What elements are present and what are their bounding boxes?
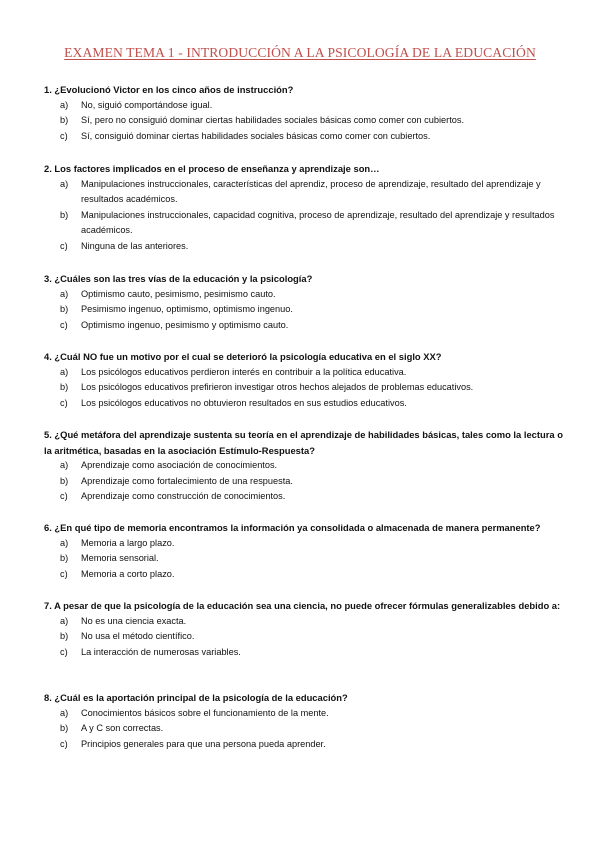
option-text: Principios generales para que una persona pueda aprender. xyxy=(81,738,326,749)
question-2 xyxy=(44,161,564,255)
question-1 xyxy=(44,82,564,144)
option-letter: c) xyxy=(60,397,68,408)
option-text: No es una ciencia exacta. xyxy=(81,615,187,626)
option-text: A y C son correctas. xyxy=(81,723,164,734)
option-text: No usa el método científico. xyxy=(81,631,195,642)
option-letter: b) xyxy=(60,631,69,642)
option-letter: a) xyxy=(60,707,69,718)
option-text: Los psicólogos educativos perdieron interés en contribuir a la política educativa. xyxy=(81,366,407,377)
option-c xyxy=(44,737,564,753)
option-c xyxy=(44,489,564,505)
option-letter: b) xyxy=(60,115,69,126)
option-b xyxy=(44,474,564,490)
option-letter: a) xyxy=(60,366,69,377)
option-text: Los psicólogos educativos no obtuvieron resultados en sus estudios educativos. xyxy=(81,397,407,408)
option-letter: a) xyxy=(60,537,69,548)
option-b xyxy=(44,113,564,129)
option-text: Aprendizaje como construcción de conocimientos. xyxy=(81,491,286,502)
options-list xyxy=(44,98,564,145)
option-a xyxy=(44,365,564,381)
option-letter: c) xyxy=(60,568,68,579)
question-text: 4. ¿Cuál NO fue un motivo por el cual se deterioró la psicología educativa en el siglo XX? xyxy=(44,351,442,362)
option-letter: a) xyxy=(60,460,69,471)
option-letter: c) xyxy=(60,130,68,141)
option-letter: c) xyxy=(60,491,68,502)
option-text: Ninguna de las anteriores. xyxy=(81,240,189,251)
option-c xyxy=(44,396,564,412)
option-a xyxy=(44,458,564,474)
option-a xyxy=(44,287,564,303)
option-text: Memoria sensorial. xyxy=(81,553,159,564)
option-letter: b) xyxy=(60,723,69,734)
option-c xyxy=(44,645,564,661)
options-list xyxy=(44,458,564,505)
question-6 xyxy=(44,520,564,582)
option-letter: b) xyxy=(60,304,69,315)
option-letter: b) xyxy=(60,553,69,564)
option-text: Memoria a corto plazo. xyxy=(81,568,175,579)
option-letter: b) xyxy=(60,475,69,486)
option-text: Optimismo cauto, pesimismo, pesimismo cauto. xyxy=(81,288,276,299)
question-text: 6. ¿En qué tipo de memoria encontramos la información ya consolidada o almacenada de manera permanente? xyxy=(44,522,541,533)
option-b xyxy=(44,721,564,737)
options-list xyxy=(44,177,564,255)
option-letter: a) xyxy=(60,288,69,299)
option-letter: c) xyxy=(60,240,68,251)
option-text: Manipulaciones instruccionales, capacidad cognitiva, proceso de aprendizaje, resultado del aprendizaje y resultados académicos. xyxy=(81,209,555,236)
option-b xyxy=(44,302,564,318)
question-text: 3. ¿Cuáles son las tres vías de la educación y la psicología? xyxy=(44,273,313,284)
option-b xyxy=(44,208,564,239)
option-text: Los psicólogos educativos prefirieron investigar otros hechos alejados de problemas educativos. xyxy=(81,382,474,393)
option-a xyxy=(44,177,564,208)
options-list xyxy=(44,706,564,753)
option-b xyxy=(44,380,564,396)
question-4 xyxy=(44,349,564,411)
option-text: Aprendizaje como asociación de conocimientos. xyxy=(81,460,278,471)
option-a xyxy=(44,706,564,722)
question-text: 1. ¿Evolucionó Victor en los cinco años de instrucción? xyxy=(44,84,294,95)
question-text: 2. Los factores implicados en el proceso de enseñanza y aprendizaje son… xyxy=(44,163,380,174)
exam-title: EXAMEN TEMA 1 - INTRODUCCIÓN A LA PSICOLOGÍA DE LA EDUCACIÓN xyxy=(64,45,536,60)
option-text: Manipulaciones instruccionales, características del aprendiz, proceso de aprendizaje, resultado del aprendizaje y resultados académicos. xyxy=(81,178,541,205)
question-3 xyxy=(44,271,564,333)
option-letter: b) xyxy=(60,209,69,220)
question-text: 8. ¿Cuál es la aportación principal de la psicología de la educación? xyxy=(44,692,348,703)
option-text: Sí, consiguió dominar ciertas habilidades sociales básicas como comer con cubiertos. xyxy=(81,130,431,141)
option-letter: c) xyxy=(60,319,68,330)
question-text: 7. A pesar de que la psicología de la educación sea una ciencia, no puede ofrecer fórmulas generalizables debido a: xyxy=(44,600,561,611)
option-letter: c) xyxy=(60,646,68,657)
option-text: Sí, pero no consiguió dominar ciertas habilidades sociales básicas como comer con cubiertos. xyxy=(81,115,465,126)
option-text: Aprendizaje como fortalecimiento de una respuesta. xyxy=(81,475,293,486)
option-text: Optimismo ingenuo, pesimismo y optimismo cauto. xyxy=(81,319,289,330)
option-text: Conocimientos básicos sobre el funcionamiento de la mente. xyxy=(81,707,329,718)
option-letter: c) xyxy=(60,738,68,749)
option-letter: b) xyxy=(60,382,69,393)
question-8 xyxy=(44,690,564,752)
question-7 xyxy=(44,598,564,660)
option-a xyxy=(44,536,564,552)
option-letter: a) xyxy=(60,99,69,110)
option-a xyxy=(44,614,564,630)
option-text: La interacción de numerosas variables. xyxy=(81,646,241,657)
option-c xyxy=(44,318,564,334)
option-c xyxy=(44,129,564,145)
option-letter: a) xyxy=(60,615,69,626)
option-c xyxy=(44,567,564,583)
options-list xyxy=(44,536,564,583)
options-list xyxy=(44,365,564,412)
option-c xyxy=(44,239,564,255)
option-text: Memoria a largo plazo. xyxy=(81,537,175,548)
option-text: Pesimismo ingenuo, optimismo, optimismo ingenuo. xyxy=(81,304,293,315)
option-text: No, siguió comportándose igual. xyxy=(81,99,213,110)
question-5 xyxy=(44,427,564,505)
question-text: 5. ¿Qué metáfora del aprendizaje sustenta su teoría en el aprendizaje de habilidades básicas, tales como la lectura o la aritmética, basadas en la asociación Estímulo-Respuesta? xyxy=(44,429,563,456)
option-letter: a) xyxy=(60,178,69,189)
options-list xyxy=(44,614,564,661)
options-list xyxy=(44,287,564,334)
option-b xyxy=(44,629,564,645)
option-b xyxy=(44,551,564,567)
option-a xyxy=(44,98,564,114)
